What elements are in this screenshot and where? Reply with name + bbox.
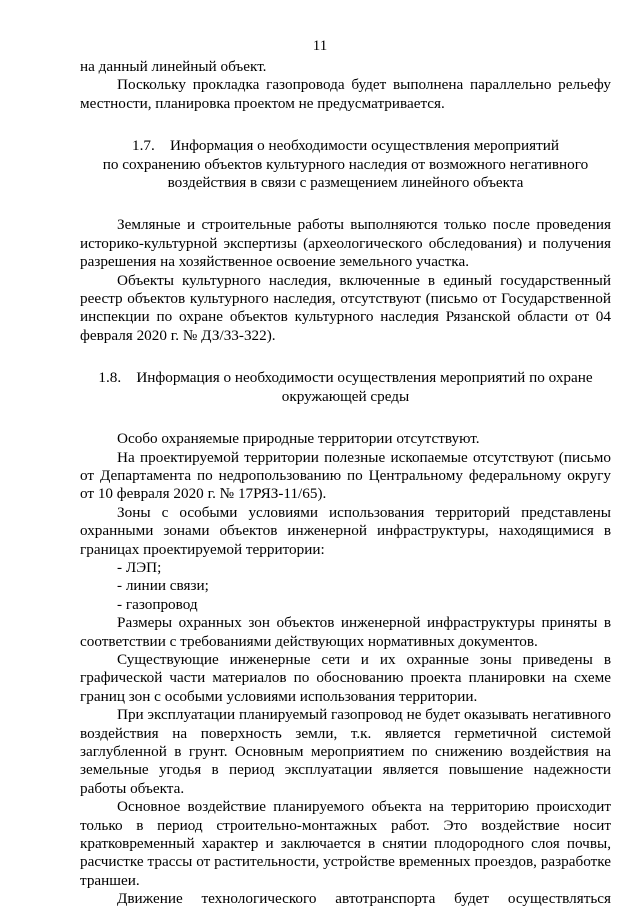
intro-paragraph: Поскольку прокладка газопровода будет выполнена параллельно рельефу местности, планировка проектом не предусматривается.: [80, 76, 611, 112]
document-body: [80, 58, 611, 909]
section-1-7-heading: [80, 137, 611, 192]
list-item: - газопровод: [117, 595, 198, 613]
section-1-8-paragraph: Размеры охранных зон объектов инженерной инфраструктуры приняты в соответствии с требованиями действующих нормативных документов.: [80, 614, 611, 650]
section-1-7-paragraph: Земляные и строительные работы выполняются только после проведения историко-культурной экспертизы (археологического обследования) и получения разрешения на хозяйственное освоение земельного участка.: [80, 216, 611, 271]
section-1-7-heading-line1: 1.7. Информация о необходимости осуществления мероприятий: [132, 137, 559, 155]
section-1-8-paragraph: Существующие инженерные сети и их охранные зоны приведены в графической части материалов по обоснованию проекта планировки на схеме границ зон с особыми условиями использования территории.: [80, 650, 611, 705]
list-item: - линии связи;: [117, 577, 209, 595]
section-1-7-paragraph: Объекты культурного наследия, включенные в единый государственный реестр объектов культурного наследия, отсутствуют (письмо от Государственной инспекции по охране объектов культурного наследия Рязанской области от 04 февраля 2020 г. № ДЗ/33-322).: [80, 271, 611, 344]
section-1-7-heading-line3: воздействия в связи с размещением линейного объекта: [167, 174, 524, 192]
section-1-8-paragraph: Движение технологического автотранспорта будет осуществляться: [117, 890, 611, 908]
section-1-8-heading: [80, 369, 611, 406]
page-number: 11: [312, 38, 328, 54]
section-1-8-paragraph: На проектируемой территории полезные ископаемые отсутствуют (письмо от Департамента по недропользованию по Центральному федеральному округу от 10 февраля 2020 г. № 17РЯЗ-11/65).: [80, 448, 611, 503]
intro-continuation: на данный линейный объект.: [80, 58, 267, 75]
section-1-8-heading-line1: 1.8. Информация о необходимости осуществления мероприятий по охране: [98, 369, 593, 387]
section-1-8-paragraph: Особо охраняемые природные территории отсутствуют.: [117, 430, 480, 448]
section-1-7-heading-line2: по сохранению объектов культурного наследия от возможного негативного: [102, 155, 589, 173]
section-1-8-heading-line2: окружающей среды: [281, 387, 410, 405]
list-item: - ЛЭП;: [117, 558, 162, 576]
section-1-8-paragraph: Основное воздействие планируемого объекта на территорию происходит только в период строительно-монтажных работ. Это воздействие носит кратковременный характер и заключается в снятии плодородного слоя почвы, расчистке трассы от растительности, устройстве временных проездов, разработке траншеи.: [80, 798, 611, 889]
section-1-8-paragraph: Зоны с особыми условиями использования территорий представлены охранными зонами объектов инженерной инфраструктуры, находящимися в границах проектируемой территории:: [80, 503, 611, 558]
section-1-8-paragraph: При эксплуатации планируемый газопровод не будет оказывать негативного воздействия на поверхность земли, т.к. является герметичной системой заглубленной в грунт. Основным мероприятием по снижению воздействия на земельные угодья в период эксплуатации является повышение надежности работы объекта.: [80, 706, 611, 797]
